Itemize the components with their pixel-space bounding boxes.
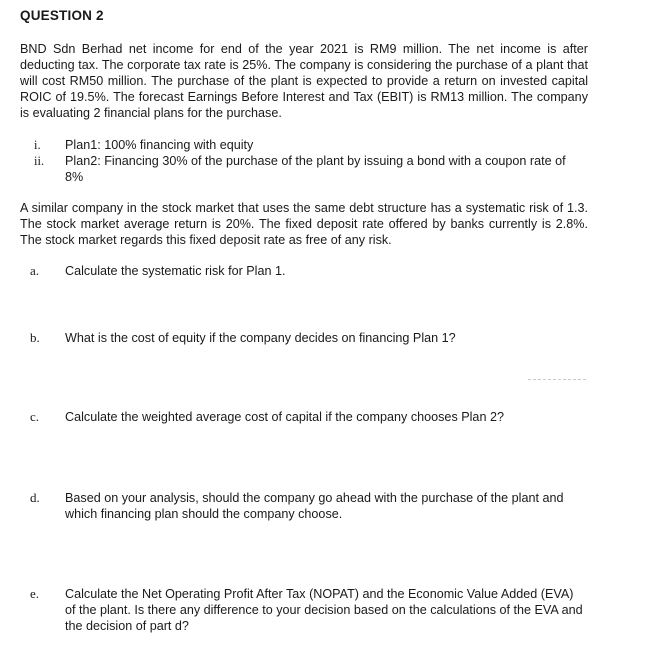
plan-text: Plan1: 100% financing with equity (65, 138, 254, 152)
plan-number: i. (34, 138, 41, 152)
intro-paragraph: BND Sdn Berhad net income for end of the year 2021 is RM9 million. The net income is after deducting tax. The corporate tax rate is 25%. The company is considering the purchase of a plant that will cost RM50 million. The purchase of the plant is expected to provide a return on invested capital ROIC of 19.5%. The forecast Earnings Before Interest and Tax (EBIT) is RM13 million. The company is evaluating 2 financial plans for the purchase. (20, 42, 588, 120)
question-letter: e. (30, 586, 40, 601)
question-text: What is the cost of equity if the company decides on financing Plan 1? (65, 331, 456, 345)
question-letter: b. (30, 330, 40, 345)
plan-number: ii. (34, 154, 45, 168)
question-text: Based on your analysis, should the company go ahead with the purchase of the plant and which financing plan should the company choose. (65, 491, 564, 521)
question-letter: a. (30, 263, 40, 278)
question-letter: c. (30, 409, 40, 424)
question-text: Calculate the systematic risk for Plan 1. (65, 264, 286, 278)
plan-text: Plan2: Financing 30% of the purchase of the plant by issuing a bond with a coupon rate of 8% (65, 154, 566, 184)
question-text: Calculate the weighted average cost of capital if the company chooses Plan 2? (65, 410, 504, 424)
question-heading: QUESTION 2 (20, 8, 104, 23)
question-letter: d. (30, 490, 40, 505)
question-text: Calculate the Net Operating Profit After Tax (NOPAT) and the Economic Value Added (EVA) of the plant. Is there any difference to your decision based on the calculations of the EVA and the decision of part d? (65, 587, 583, 633)
context-paragraph: A similar company in the stock market that uses the same debt structure has a systematic risk of 1.3. The stock market average return is 20%. The fixed deposit rate offered by banks currently is 2.8%. The stock market regards this fixed deposit rate as free of any risk. (20, 201, 588, 247)
scan-smudge (528, 379, 586, 382)
